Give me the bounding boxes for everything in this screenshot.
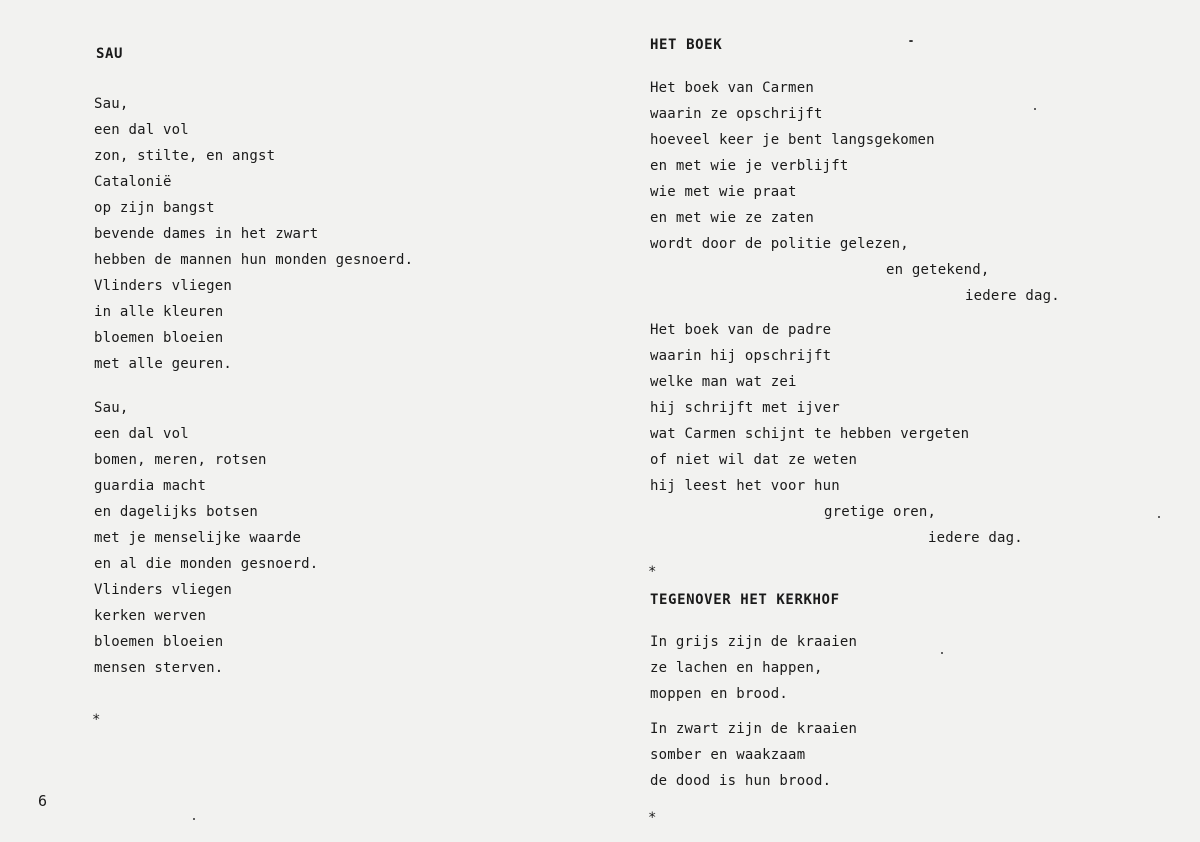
scan-speck [193,818,195,820]
poem-line: met je menselijke waarde [94,530,302,546]
poem-line: waarin ze opschrijft [650,106,823,122]
poem-line: kerken werven [94,608,207,624]
het-boek-stanza-1 [650,75,1060,309]
page-number: 6 [38,792,48,810]
het-boek-stanza-2 [650,317,1023,551]
poem-line: hij leest het voor hun [650,478,840,494]
scan-speck [909,40,913,42]
poem-end-asterisk: * [92,712,101,728]
poem-line: zon, stilte, en angst [94,148,276,164]
poem-line-indented: en getekend, [886,262,990,278]
poem-line: ze lachen en happen, [650,660,823,676]
poem-line: hoeveel keer je bent langsgekomen [650,132,935,148]
poem-line: hij schrijft met ijver [650,400,840,416]
poem-line: Catalonië [94,174,172,190]
poem-line: op zijn bangst [94,200,215,216]
poem-line: een dal vol [94,122,189,138]
poem-line: de dood is hun brood. [650,773,832,789]
poem-line: en met wie je verblijft [650,158,849,174]
poem-line: hebben de mannen hun monden gesnoerd. [94,252,414,268]
scan-speck [1158,516,1160,518]
poem-line: guardia macht [94,478,207,494]
poem-title-sau: SAU [96,46,124,62]
kerkhof-stanza-1 [650,629,857,707]
poem-line: Sau, [94,400,129,416]
poem-line: In grijs zijn de kraaien [650,634,858,650]
poem-line-indented: gretige oren, [824,504,937,520]
right-page [600,0,1200,842]
poem-line: een dal vol [94,426,189,442]
poem-line: bloemen bloeien [94,330,224,346]
poem-line: wordt door de politie gelezen, [650,236,909,252]
scan-speck [1034,108,1036,110]
kerkhof-stanza-2 [650,716,857,794]
poem-line: Vlinders vliegen [94,278,233,294]
sau-stanza-2 [94,395,318,681]
poem-line: waarin hij opschrijft [650,348,832,364]
poem-line-indented: iedere dag. [928,530,1023,546]
poem-line: en al die monden gesnoerd. [94,556,319,572]
poem-line: of niet wil dat ze weten [650,452,858,468]
poem-line: welke man wat zei [650,374,797,390]
poem-line: en dagelijks botsen [94,504,258,520]
poem-line: met alle geuren. [94,356,233,372]
poem-end-asterisk: * [648,564,657,580]
poem-title-tegenover-het-kerkhof: TEGENOVER HET KERKHOF [650,592,840,608]
poem-line: Vlinders vliegen [94,582,233,598]
poem-line: moppen en brood. [650,686,789,702]
poem-line: bevende dames in het zwart [94,226,319,242]
poem-line: mensen sterven. [94,660,224,676]
poem-line: en met wie ze zaten [650,210,814,226]
poem-end-asterisk: * [648,810,657,826]
scan-speck [941,652,943,654]
poem-line: wat Carmen schijnt te hebben vergeten [650,426,970,442]
poem-line: bloemen bloeien [94,634,224,650]
poem-line: Het boek van Carmen [650,80,814,96]
poem-line: in alle kleuren [94,304,224,320]
sau-stanza-1 [94,91,413,377]
poem-line: bomen, meren, rotsen [94,452,267,468]
poem-line: wie met wie praat [650,184,797,200]
poem-line: Sau, [94,96,129,112]
poem-line: In zwart zijn de kraaien [650,721,858,737]
poem-line: Het boek van de padre [650,322,832,338]
poem-line: somber en waakzaam [650,747,806,763]
poem-title-het-boek: HET BOEK [650,37,723,53]
poem-line-indented: iedere dag. [965,288,1060,304]
